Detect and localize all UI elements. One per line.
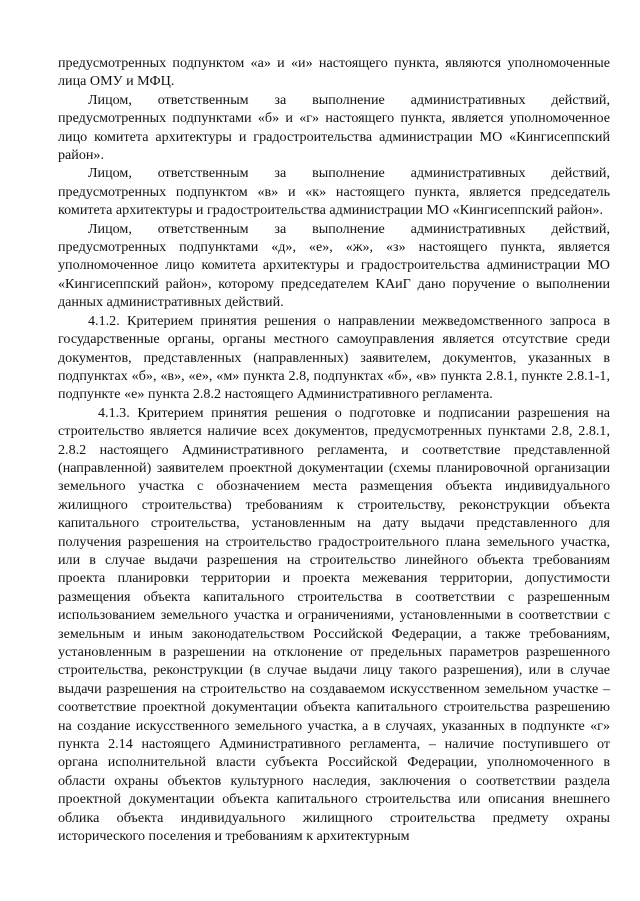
document-page [58, 54, 610, 845]
paragraph-responsible-v-k: Лицом, ответственным за выполнение административных действий, предусмотренных подпунктом «в» и «к» настоящего пункта, является председатель комитета архитектуры и градостроительства администрации МО «Кингисеппский район». [58, 165, 610, 219]
paragraph-4-1-3: 4.1.3. Критерием принятия решения о подготовке и подписании разрешения на строительство является наличие всех документов, предусмотренных пунктами 2.8, 2.8.1, 2.8.2 настоящего Административного регламента, и соответствие представленной (направленной) заявителем проектной документации (схемы планировочной организации земельного участка с обозначением места размещения объекта индивидуального жилищного строительства) требованиям к строительству, реконструкции объекта капитального строительства, установленным на дату выдачи представленного для получения разрешения на строительство градостроительного плана земельного участка, или в случае выдачи разрешения на строительство линейного объекта требованиям проекта планировки территории и проекта межевания территории, допустимости размещения объекта капитального строительства в соответствии с разрешенным использованием земельного участка и ограничениями, установленными в соответствии с земельным и иным законодательством Российской Федерации, а также требованиям, установленным в разрешении на отклонение от предельных параметров разрешенного строительства, реконструкции (в случае выдачи лицу такого разрешения), или в случае выдачи разрешения на строительство на создаваемом искусственном земельном участке – соответствие проектной документации объекта капитального строительства разрешению на создание искусственного земельного участка, а в случаях, указанных в подпункте «г» пункта 2.14 настоящего Административного регламента, – наличие поступившего от органа исполнительной власти субъекта Российской Федерации, уполномоченного в области охраны объектов культурного наследия, заключения о соответствии раздела проектной документации объекта капитального строительства или описания внешнего облика объекта индивидуального жилищного строительства предмету охраны исторического поселения и требованиям к архитектурным [58, 404, 610, 845]
paragraph-responsible-d-z: Лицом, ответственным за выполнение административных действий, предусмотренных подпунктами «д», «е», «ж», «з» настоящего пункта, является уполномоченное лицо комитета архитектуры и градостроительства администрации МО «Кингисеппский район», которому председателем КАиГ дано поручение о выполнении данных административных действий. [58, 220, 610, 311]
paragraph-responsible-b-g: Лицом, ответственным за выполнение административных действий, предусмотренных подпунктами «б» и «г» настоящего пункта, является уполномоченное лицо комитета архитектуры и градостроительства администрации МО «Кингисеппский район». [58, 91, 610, 164]
paragraph-continuation: предусмотренных подпунктом «а» и «и» настоящего пункта, являются уполномоченные лица ОМУ и МФЦ. [58, 55, 610, 90]
paragraph-4-1-2: 4.1.2. Критерием принятия решения о направлении межведомственного запроса в государственные органы, органы местного самоуправления является отсутствие среди документов, представленных (направленных) заявителем, документов, указанных в подпунктах «б», «в», «е», «м» пункта 2.8, подпунктах «б», «в» пункта 2.8.1, пункте 2.8.1-1, подпункте «е» пункта 2.8.2 настоящего Административного регламента. [58, 312, 610, 403]
